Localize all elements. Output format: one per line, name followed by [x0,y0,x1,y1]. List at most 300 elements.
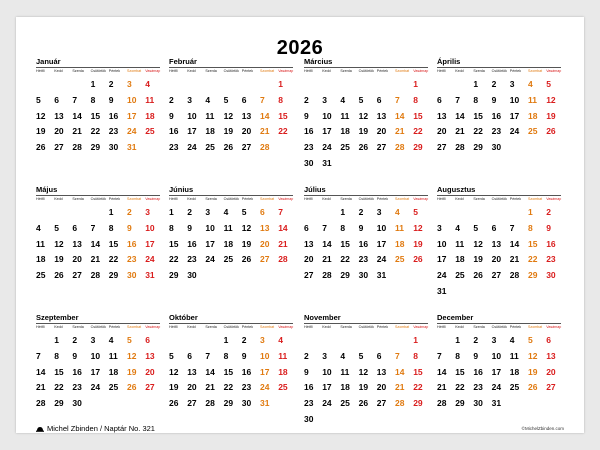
day-cell: 24 [205,254,215,265]
weekday-label: Kedd [455,69,464,73]
day-cell: 1 [169,207,174,217]
day-cell: 22 [340,254,350,265]
day-cell: 3 [145,207,150,217]
weekday-label: Kedd [455,325,464,329]
day-cell: 12 [169,366,179,377]
weekday-label: Csütörtök [223,69,239,73]
day-cell: 15 [340,238,350,249]
day-cell: 16 [127,238,137,249]
weekday-label: Hétfő [437,69,446,73]
day-cell: 8 [413,94,418,105]
day-cell: 6 [145,335,150,345]
month-block [36,185,160,285]
day-cell: 31 [127,142,137,153]
day-cell: 21 [322,254,332,265]
weekday-label: Szombat [395,197,410,201]
day-cell: 10 [145,222,155,233]
day-cell: 23 [304,142,314,153]
weekday-label: Hétfő [169,325,178,329]
weekday-label: Vasárnap [145,197,161,201]
calendar-sheet [16,17,584,433]
month-block [437,313,561,413]
day-cell: 19 [54,254,64,265]
day-cell: 20 [546,366,556,377]
day-cell: 20 [241,126,252,137]
day-cell: 11 [395,222,404,233]
day-cell: 6 [187,350,192,361]
month-name: Augusztus [437,185,476,194]
day-cell: 24 [509,126,520,137]
day-cell: 8 [413,350,418,361]
weekday-label: Szerda [340,197,352,201]
day-cell: 27 [546,382,556,393]
day-cell: 8 [108,222,114,233]
day-cell: 19 [473,254,483,265]
day-cell: 24 [322,142,332,153]
day-cell: 28 [90,270,101,281]
month-name: Szeptember [36,313,79,322]
day-cell: 4 [36,222,41,233]
month-block [36,313,160,413]
day-cell: 17 [127,110,137,121]
day-cell: 27 [72,270,82,281]
weekday-label: Szombat [528,197,543,201]
day-cell: 13 [187,366,197,377]
day-cell: 15 [223,366,234,377]
day-cell: 3 [187,94,192,105]
day-cell: 8 [528,222,533,233]
day-cell: 25 [528,126,538,137]
day-cell: 26 [223,142,234,153]
day-cell: 4 [395,207,400,217]
weekday-label: Péntek [108,69,120,73]
day-cell: 22 [413,126,423,137]
day-cell: 11 [36,238,45,249]
day-cell: 8 [223,350,229,361]
weekday-label: Péntek [509,325,521,329]
day-cell: 18 [278,366,288,377]
month-name: November [304,313,341,322]
day-cell: 4 [340,94,346,105]
month-block [169,57,293,157]
day-cell: 21 [36,382,46,393]
day-cell: 27 [187,398,197,409]
day-cell: 25 [205,142,215,153]
weekday-label: Szerda [340,69,352,73]
day-cell: 24 [127,126,137,137]
day-cell: 18 [455,254,465,265]
day-cell: 8 [278,94,283,105]
day-cell: 25 [36,270,46,281]
day-cell: 3 [322,350,327,361]
day-cell: 27 [241,142,252,153]
day-cell: 20 [260,238,270,249]
day-cell: 28 [395,142,405,153]
month-block [304,313,429,424]
day-cell: 12 [358,110,369,121]
day-cell: 6 [491,222,497,233]
day-cell: 15 [528,238,538,249]
day-cell: 9 [473,350,479,361]
day-cell: 21 [90,254,101,265]
hat-logo-icon [36,426,44,432]
weekday-label: Csütörtök [491,69,507,73]
day-cell: 16 [546,238,556,249]
day-cell: 28 [205,398,215,409]
day-cell: 13 [491,238,502,249]
day-cell: 28 [260,142,270,153]
day-cell: 28 [36,398,46,409]
day-cell: 14 [72,110,82,121]
day-cell: 21 [509,254,520,265]
day-cell: 7 [322,222,327,233]
day-cell: 19 [358,126,369,137]
day-cell: 14 [278,222,288,233]
day-cell: 11 [145,94,155,105]
weekday-label: Kedd [455,197,464,201]
month-block [169,313,293,413]
day-cell: 17 [322,382,332,393]
day-cell: 3 [127,79,132,89]
month-block [36,57,160,157]
day-cell: 21 [72,126,82,137]
day-cell: 1 [90,79,96,89]
footer-author: Michel Zbinden / Naptár No. 321 [47,424,155,433]
day-cell: 30 [304,158,314,168]
day-cell: 15 [90,110,101,121]
day-cell: 3 [376,207,382,217]
month-divider [169,67,293,68]
day-cell: 9 [241,350,247,361]
weekday-label: Csütörtök [223,325,239,329]
day-cell: 15 [413,110,423,121]
month-name: Március [304,57,333,66]
day-cell: 11 [340,366,350,377]
day-cell: 26 [127,382,137,393]
weekday-label: Vasárnap [413,325,429,329]
day-cell: 18 [509,366,520,377]
day-cell: 3 [322,94,327,105]
day-cell: 16 [72,366,82,377]
day-cell: 22 [108,254,119,265]
day-cell: 27 [376,142,387,153]
day-cell: 1 [413,79,418,89]
day-cell: 19 [413,238,423,249]
day-cell: 23 [304,398,314,409]
footer-credit [36,424,155,433]
weekday-label: Vasárnap [278,325,294,329]
month-block [169,185,293,285]
weekday-label: Kedd [187,325,196,329]
day-cell: 30 [241,398,252,409]
day-cell: 29 [223,398,234,409]
day-cell: 15 [169,238,179,249]
day-cell: 4 [455,222,460,233]
day-cell: 9 [169,110,174,121]
weekday-label: Vasárnap [546,69,562,73]
day-cell: 29 [528,270,538,281]
day-cell: 19 [127,366,137,377]
day-cell: 23 [72,382,82,393]
day-cell: 13 [54,110,64,121]
day-cell: 20 [187,382,197,393]
weekday-label: Vasárnap [145,325,161,329]
day-cell: 28 [455,142,465,153]
day-cell: 7 [278,207,283,217]
weekday-label: Hétfő [304,325,313,329]
day-cell: 13 [437,110,447,121]
day-cell: 9 [491,94,497,105]
day-cell: 22 [223,382,234,393]
weekday-label: Vasárnap [278,69,294,73]
day-cell: 3 [509,79,515,89]
weekday-label: Hétfő [36,197,45,201]
day-cell: 18 [145,110,155,121]
weekday-label: Kedd [54,69,63,73]
day-cell: 6 [241,94,247,105]
weekday-label: Szombat [528,325,543,329]
month-name: Október [169,313,198,322]
day-cell: 2 [127,207,132,217]
day-cell: 7 [72,94,78,105]
day-cell: 29 [108,270,119,281]
day-cell: 2 [358,207,364,217]
month-block [437,57,561,157]
weekday-label: Vasárnap [278,197,294,201]
day-cell: 15 [108,238,119,249]
day-cell: 19 [169,382,179,393]
day-cell: 9 [127,222,132,233]
day-cell: 30 [108,142,119,153]
day-cell: 20 [304,254,314,265]
weekday-label: Szerda [473,69,485,73]
day-cell: 1 [340,207,346,217]
weekday-label: Hétfő [304,197,313,201]
day-cell: 21 [437,382,447,393]
day-cell: 29 [90,142,101,153]
day-cell: 31 [437,286,447,296]
day-cell: 7 [455,94,460,105]
weekday-label: Szombat [395,325,410,329]
month-block [304,57,429,168]
day-cell: 12 [54,238,64,249]
day-cell: 6 [376,94,382,105]
weekday-label: Vasárnap [546,197,562,201]
day-cell: 7 [260,94,265,105]
day-cell: 30 [546,270,556,281]
weekday-label: Vasárnap [546,325,562,329]
month-divider [36,195,160,196]
weekday-label: Szerda [205,325,217,329]
day-cell: 3 [437,222,442,233]
day-cell: 14 [322,238,332,249]
day-cell: 1 [54,335,59,345]
day-cell: 17 [90,366,101,377]
day-cell: 13 [376,110,387,121]
day-cell: 17 [205,238,215,249]
weekday-label: Vasárnap [145,69,161,73]
day-cell: 27 [376,398,387,409]
day-cell: 21 [260,126,270,137]
day-cell: 25 [340,142,350,153]
day-cell: 26 [36,142,46,153]
day-cell: 12 [473,238,483,249]
weekday-label: Hétfő [36,69,45,73]
day-cell: 4 [205,94,211,105]
day-cell: 30 [127,270,137,281]
day-cell: 9 [304,110,309,121]
day-cell: 23 [241,382,252,393]
day-cell: 25 [108,382,119,393]
weekday-label: Hétfő [437,197,446,201]
month-name: Január [36,57,61,66]
month-name: Június [169,185,194,194]
day-cell: 5 [546,79,551,89]
day-cell: 31 [491,398,502,409]
day-cell: 9 [358,222,364,233]
day-cell: 14 [437,366,447,377]
day-cell: 25 [340,398,350,409]
weekday-label: Kedd [54,197,63,201]
day-cell: 5 [36,94,41,105]
day-cell: 4 [145,79,150,89]
day-cell: 20 [145,366,155,377]
day-cell: 22 [473,126,483,137]
day-cell: 11 [223,222,233,233]
day-cell: 2 [108,79,114,89]
day-cell: 13 [304,238,314,249]
day-cell: 11 [278,350,288,361]
day-cell: 11 [108,350,118,361]
day-cell: 6 [546,335,551,345]
day-cell: 4 [528,79,533,89]
day-cell: 29 [455,398,465,409]
day-cell: 20 [54,126,64,137]
day-cell: 5 [223,94,229,105]
day-cell: 6 [304,222,309,233]
day-cell: 30 [187,270,197,281]
weekday-label: Szerda [340,325,352,329]
day-cell: 1 [413,335,418,345]
day-cell: 6 [376,350,382,361]
day-cell: 24 [187,142,197,153]
day-cell: 4 [223,207,229,217]
month-divider [169,323,293,324]
day-cell: 6 [72,222,78,233]
day-cell: 9 [546,222,551,233]
day-cell: 4 [278,335,283,345]
day-cell: 10 [127,94,137,105]
year-title: 2026 [276,37,324,59]
day-cell: 1 [473,79,479,89]
day-cell: 7 [509,222,515,233]
day-cell: 18 [205,126,215,137]
weekday-label: Csütörtök [90,69,106,73]
day-cell: 24 [491,382,502,393]
day-cell: 16 [169,126,179,137]
day-cell: 2 [72,335,78,345]
footer-website: ©MichelZbinden.com [521,426,564,431]
day-cell: 7 [395,94,400,105]
day-cell: 20 [491,254,502,265]
day-cell: 11 [205,110,215,121]
day-cell: 28 [322,270,332,281]
weekday-label: Szombat [127,69,142,73]
month-divider [304,67,428,68]
day-cell: 8 [169,222,174,233]
day-cell: 31 [260,398,270,409]
day-cell: 30 [473,398,483,409]
weekday-label: Szombat [260,197,275,201]
weekday-label: Péntek [241,197,253,201]
day-cell: 5 [358,94,364,105]
month-divider [437,195,561,196]
day-cell: 5 [473,222,479,233]
weekday-label: Szombat [127,325,142,329]
day-cell: 3 [491,335,497,345]
day-cell: 28 [278,254,288,265]
day-cell: 14 [395,366,405,377]
day-cell: 15 [54,366,64,377]
day-cell: 13 [145,350,155,361]
day-cell: 8 [90,94,96,105]
day-cell: 2 [304,350,309,361]
day-cell: 12 [546,94,556,105]
weekday-label: Hétfő [304,69,313,73]
day-cell: 22 [169,254,179,265]
day-cell: 29 [413,142,423,153]
weekday-label: Kedd [187,69,196,73]
day-cell: 10 [90,350,101,361]
month-divider [36,323,160,324]
day-cell: 21 [455,126,465,137]
day-cell: 28 [509,270,520,281]
day-cell: 20 [72,254,82,265]
day-cell: 15 [455,366,465,377]
day-cell: 12 [127,350,137,361]
day-cell: 24 [376,254,387,265]
day-cell: 25 [395,254,405,265]
day-cell: 26 [528,382,538,393]
day-cell: 11 [509,350,519,361]
weekday-label: Szerda [72,69,84,73]
day-cell: 31 [145,270,155,281]
day-cell: 19 [358,382,369,393]
day-cell: 16 [108,110,119,121]
day-cell: 1 [528,207,533,217]
day-cell: 27 [145,382,155,393]
day-cell: 28 [437,398,447,409]
day-cell: 12 [223,110,234,121]
day-cell: 10 [260,350,270,361]
day-cell: 21 [395,382,405,393]
day-cell: 31 [376,270,387,281]
weekday-label: Kedd [322,197,331,201]
day-cell: 8 [455,350,460,361]
day-cell: 18 [395,238,405,249]
day-cell: 8 [54,350,59,361]
day-cell: 17 [260,366,270,377]
day-cell: 10 [491,350,502,361]
day-cell: 16 [187,238,197,249]
day-cell: 14 [395,110,405,121]
weekday-label: Csütörtök [358,197,374,201]
day-cell: 18 [340,382,350,393]
day-cell: 6 [54,94,59,105]
month-divider [437,67,561,68]
weekday-label: Kedd [322,69,331,73]
day-cell: 19 [36,126,46,137]
